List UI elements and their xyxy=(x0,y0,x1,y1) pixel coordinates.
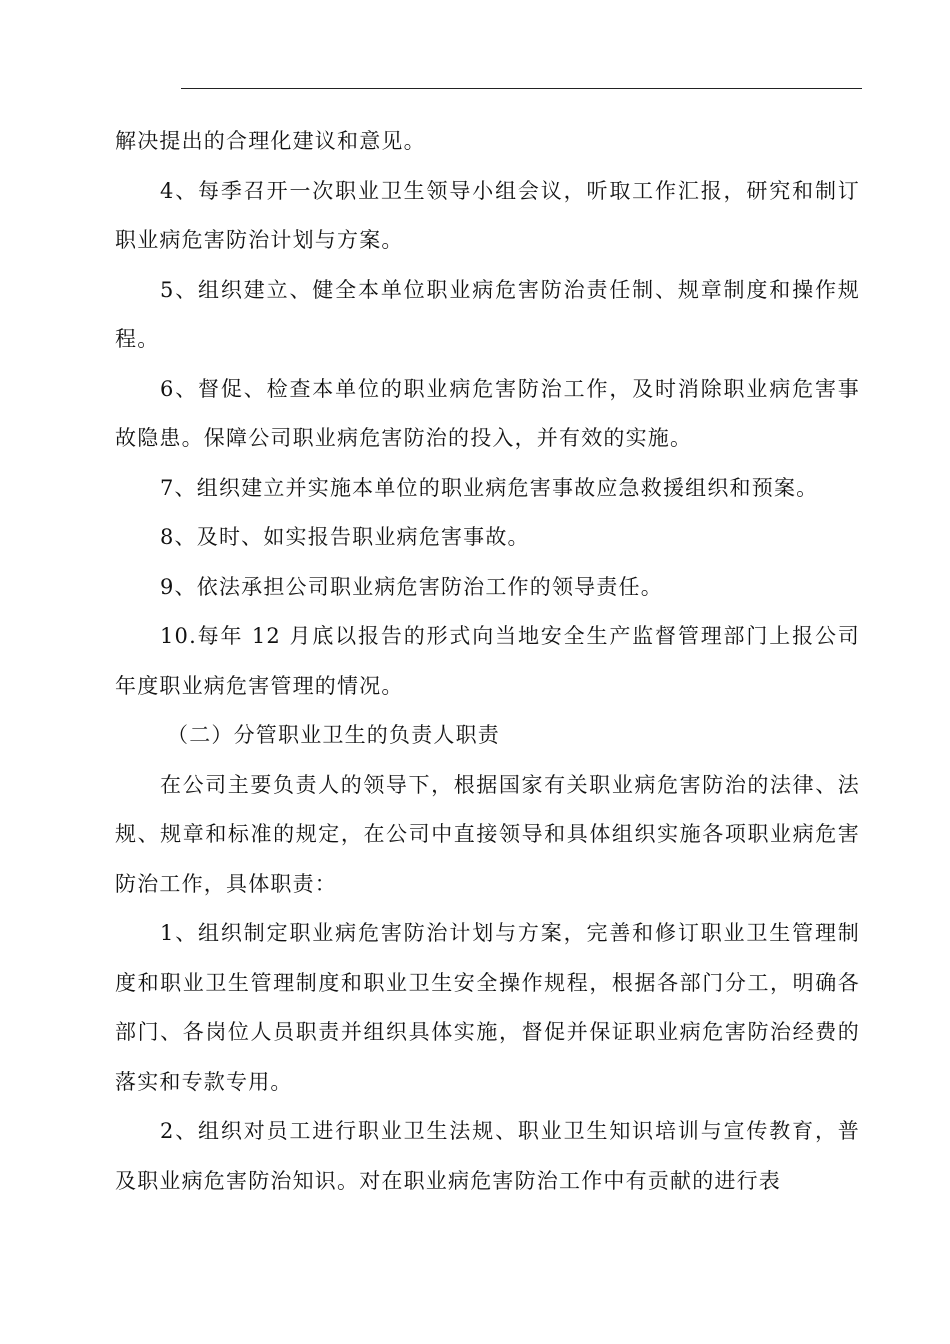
paragraph-intro: 在公司主要负责人的领导下，根据国家有关职业病危害防治的法律、法规、规章和标准的规定，在公司中直接领导和具体组织实施各项职业病危害防治工作，具体职责： xyxy=(115,772,860,896)
paragraph-continuation: 解决提出的合理化建议和意见。 xyxy=(115,129,426,153)
paragraph-duty-2: 2、组织对员工进行职业卫生法规、职业卫生知识培训与宣传教育，普及职业病危害防治知识。对在职业病危害防治工作中有贡献的进行表 xyxy=(115,1119,860,1193)
document-body xyxy=(115,117,860,1206)
paragraph-item-5: 5、组织建立、健全本单位职业病危害防治责任制、规章制度和操作规程。 xyxy=(115,277,860,351)
paragraph-item-10: 10.每年 12 月底以报告的形式向当地安全生产监督管理部门上报公司年度职业病危害管理的情况。 xyxy=(115,624,860,698)
paragraph-item-7: 7、组织建立并实施本单位的职业病危害事故应急救援组织和预案。 xyxy=(160,475,819,500)
paragraph-item-6: 6、督促、检查本单位的职业病危害防治工作，及时消除职业病危害事故隐患。保障公司职业病危害防治的投入，并有效的实施。 xyxy=(115,376,860,450)
section-heading: （二）分管职业卫生的负责人职责 xyxy=(167,723,500,747)
paragraph-item-9: 9、依法承担公司职业病危害防治工作的领导责任。 xyxy=(160,574,663,599)
header-rule xyxy=(181,88,862,89)
paragraph-item-4: 4、每季召开一次职业卫生领导小组会议，听取工作汇报，研究和制订职业病危害防治计划与方案。 xyxy=(115,178,860,252)
paragraph-item-8: 8、及时、如实报告职业病危害事故。 xyxy=(160,525,530,549)
paragraph-duty-1: 1、组织制定职业病危害防治计划与方案，完善和修订职业卫生管理制度和职业卫生管理制度和职业卫生安全操作规程，根据各部门分工，明确各部门、各岗位人员职责并组织具体实施，督促并保证职业病危害防治经费的落实和专款专用。 xyxy=(115,921,860,1094)
